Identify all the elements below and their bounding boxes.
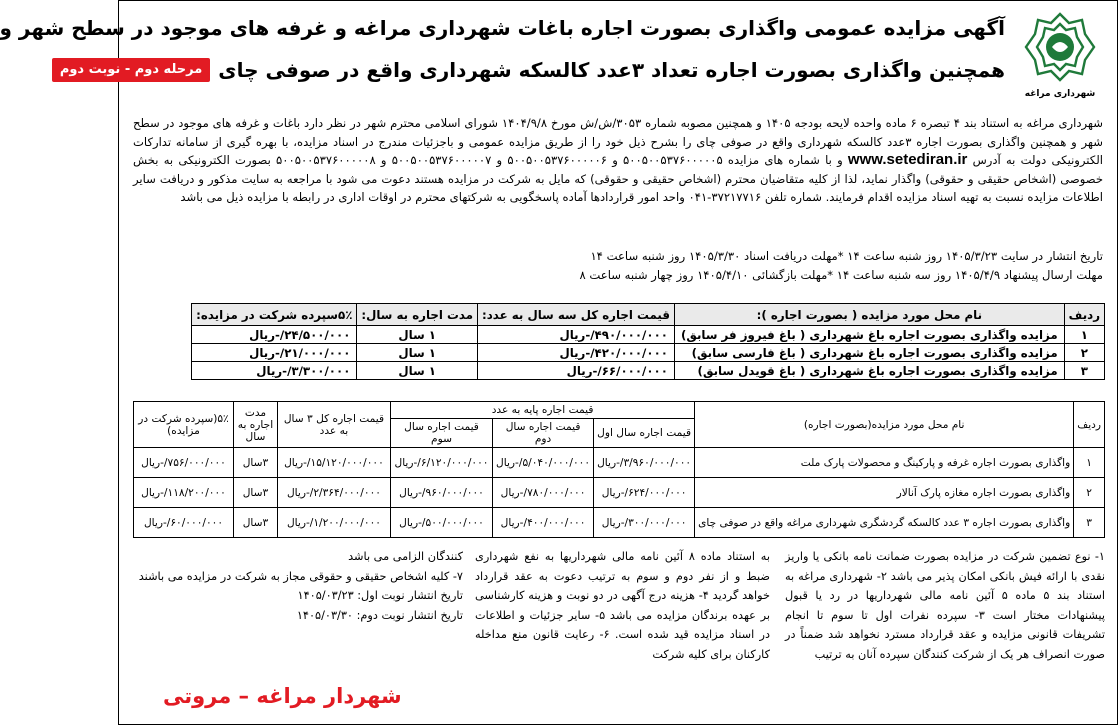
- intro-text-a: شهرداری مراغه به استناد بند ۴ تبصره ۶ ماده واحده لایحه بودجه ۱۴۰۵ و همچنین مصوبه شماره ۳۰۵۳/ش/ش مورخ ۱۴۰۴/۹/۸ شورای اسلامی محترم شهر در نظر دارد باغات و غرفه های موجود در سطح شهر و همچنین واگذاری بصورت اجاره ۳عدد کالسکه شهرداری واقع در صوفی چای را بشرح ذیل خود را از طریق مزایده عمومی و باجزئیات مندرج در اسناد مزایده، با بهره گیری از سامانه تدارکات الکترونیکی دولت به آدرس: [133, 116, 1103, 167]
- row-deposit: ۷۵۶/۰۰۰/۰۰۰/-ریال: [134, 448, 234, 478]
- row-price: ۴۲۰/۰۰۰/۰۰۰/-ریال: [478, 344, 675, 362]
- table-row: [134, 478, 1105, 508]
- table-row: [192, 326, 1105, 344]
- conditions-column-left: [133, 547, 463, 625]
- row-year-3: ۶/۱۲۰/۰۰۰/۰۰۰/-ریال: [391, 448, 493, 478]
- row-deposit: ۲۴/۵۰۰/۰۰۰/-ریال: [192, 326, 357, 344]
- row-year-2: ۷۸۰/۰۰۰/۰۰۰/-ریال: [493, 478, 594, 508]
- maragheh-municipality-logo-icon: [1024, 11, 1096, 83]
- row-year-1: ۳/۹۶۰/۰۰۰/۰۰۰/-ریال: [594, 448, 695, 478]
- publish-date-second: تاریخ انتشار نوبت دوم: ۱۴۰۵/۰۳/۳۰: [296, 608, 463, 622]
- table-row: [192, 344, 1105, 362]
- intro-text-b: و با شماره های مزایده ۵۰۰۵۰۰۵۳۷۶۰۰۰۰۰۵ و ۵۰۰۵۰۰۵۳۷۶۰۰۰۰۰۶ و ۵۰۰۵۰۰۵۳۷۶۰۰۰۰۰۷ و ۵۰۰۵۰۰۵۳۷۶۰۰۰۰۰۸ بصورت الکترونیکی به بخش خصوصی (اشخاص حقیقی و حقوقی) واگذار نماید، لذا از کلیه متقاضیان محترم (اشخاص حقیقی و حقوقی) که مایل به شرکت در مزایده هستند دعوت می شود با مراجعه به سایت مذکور و دریافت سایر اطلاعات مزایده نسبت به تهیه اسناد مزایده اقدام فرمایند. شماره تلفن ۳۷۲۱۷۷۱۶-۰۴۱ واحد امور قراردادها آماده پاسخگویی به شرکتهای محترم در اوقات اداری در رابطه با مزایده ذیل می باشد: [133, 153, 1103, 204]
- stage-badge: مرحله دوم - نوبت دوم: [52, 58, 210, 82]
- col-header-term: مدت اجاره به سال:: [357, 304, 478, 326]
- col-header-deposit: ۵٪(سپرده شرکت در مزایده): [134, 402, 234, 448]
- booths-auction-table: [133, 401, 1105, 538]
- row-name: مزایده واگذاری بصورت اجاره باغ شهرداری ( باغ فیروز فر سابق): [674, 326, 1064, 344]
- col-header-name: نام محل مورد مزایده ( بصورت اجاره ):: [674, 304, 1064, 326]
- row-year-2: ۵/۰۴۰/۰۰۰/۰۰۰/-ریال: [493, 448, 594, 478]
- ad-title-line-2: [59, 55, 1005, 85]
- row-year-3: ۹۶۰/۰۰۰/۰۰۰/-ریال: [391, 478, 493, 508]
- row-term: ۱ سال: [357, 326, 478, 344]
- row-total: ۲/۳۶۴/۰۰۰/۰۰۰/-ریال: [277, 478, 390, 508]
- row-deposit: ۳/۳۰۰/۰۰۰/-ریال: [192, 362, 357, 380]
- row-year-1: ۳۰۰/۰۰۰/۰۰۰/-ریال: [594, 508, 695, 538]
- ad-title-line-1: آگهی مزایده عمومی واگذاری بصورت اجاره باغات شهرداری مراغه و غرفه های موجود در سطح شهر و: [0, 16, 1005, 40]
- row-term: ۳سال: [234, 478, 278, 508]
- row-name: واگذاری بصورت اجاره ۳ عدد کالسکه گردشگری شهرداری مراغه واقع در صوفی چای: [695, 508, 1074, 538]
- row-price: ۶۶/۰۰۰/۰۰۰/-ریال: [478, 362, 675, 380]
- conditions-section: [133, 547, 1105, 719]
- col-header-year-2: قیمت اجاره سال دوم: [493, 419, 594, 448]
- header: [0, 5, 1109, 113]
- row-term: ۱ سال: [357, 362, 478, 380]
- row-number: ۲: [1074, 478, 1105, 508]
- col-header-total-price: قیمت اجاره کل ۳ سال به عدد: [277, 402, 390, 448]
- row-term: ۳سال: [234, 508, 278, 538]
- col-header-total-price: قیمت اجاره کل سه سال به عدد:: [478, 304, 675, 326]
- col-header-base-price: قیمت اجاره پایه به عدد: [391, 402, 695, 419]
- row-year-1: ۶۲۴/۰۰۰/۰۰۰/-ریال: [594, 478, 695, 508]
- ad-title-line-2-text: همچنین واگذاری بصورت اجاره تعداد ۳عدد کالسکه شهرداری واقع در صوفی چای: [218, 58, 1005, 82]
- col-header-name: نام محل مورد مزایده(بصورت اجاره): [695, 402, 1074, 448]
- mayor-signature: شهردار مراغه – مروتی: [163, 684, 402, 709]
- col-header-term: مدت اجاره به سال: [234, 402, 278, 448]
- table-row: [192, 362, 1105, 380]
- conditions-column-middle: به استناد ماده ۸ آئین نامه مالی شهرداریها به نفع شهرداری ضبط و از نفر دوم و سوم به ترتیب دعوت به عقد قرارداد خواهد گردید ۴- هزینه درج آگهی در دو نوبت و هزینه کارشناسی بر عهده برندگان مزایده می باشد ۵- سایر جزئیات و اطلاعات در اسناد مزایده قید شده است. ۶- رعایت قانون منع مداخله کارکنان برای کلیه شرکت: [475, 550, 771, 661]
- col-header-row-no: ردیف: [1074, 402, 1105, 448]
- schedule-dates: [133, 247, 1103, 284]
- row-deposit: ۶۰/۰۰۰/۰۰۰/-ریال: [134, 508, 234, 538]
- row-year-2: ۴۰۰/۰۰۰/۰۰۰/-ریال: [493, 508, 594, 538]
- row-term: ۳سال: [234, 448, 278, 478]
- row-deposit: ۲۱/۰۰۰/۰۰۰/-ریال: [192, 344, 357, 362]
- row-deposit: ۱۱۸/۲۰۰/۰۰۰/-ریال: [134, 478, 234, 508]
- row-price: ۴۹۰/۰۰۰/۰۰۰/-ریال: [478, 326, 675, 344]
- conditions-column-right: ۱- نوع تضمین شرکت در مزایده بصورت ضمانت نامه بانکی یا واریز نقدی با ارائه فیش بانکی امکان پذیر می باشد ۲- شهرداری مراغه به استناد بند ۵ ماده ۵ آئین نامه مالی شهرداریها در رد یا قبول پیشنهادات مختار است ۳- سپرده نفرات اول تا سوم تا انجام تشریفات قانونی مزایده و عقد قرارداد مسترد نخواهد شد ضمناً در صورت انصراف هر یک از شرکت کنندگان سپرده آنان به ترتیب: [785, 550, 1106, 661]
- intro-paragraph: [133, 114, 1103, 207]
- col-header-row-no: ردیف: [1064, 304, 1104, 326]
- row-name: مزایده واگذاری بصورت اجاره باغ شهرداری ( باغ قویدل سابق): [674, 362, 1064, 380]
- setediran-link[interactable]: www.setediran.ir: [847, 151, 968, 168]
- row-total: ۱۵/۱۲۰/۰۰۰/۰۰۰/-ریال: [277, 448, 390, 478]
- table-row: [134, 508, 1105, 538]
- row-number: ۳: [1074, 508, 1105, 538]
- schedule-line-1: تاریخ انتشار در سایت ۱۴۰۵/۳/۲۳ روز شنبه ساعت ۱۴ *مهلت دریافت اسناد ۱۴۰۵/۳/۳۰ روز شنبه ساعت ۱۴: [590, 249, 1103, 263]
- row-number: ۳: [1064, 362, 1104, 380]
- col-header-year-1: قیمت اجاره سال اول: [594, 419, 695, 448]
- row-year-3: ۵۰۰/۰۰۰/۰۰۰/-ریال: [391, 508, 493, 538]
- col-header-deposit: ۵٪سپرده شرکت در مزایده:: [192, 304, 357, 326]
- condition-7: ۷- کلیه اشخاص حقیقی و حقوقی مجاز به شرکت در مزایده می باشند: [138, 569, 463, 583]
- logo-caption: شهرداری مراغه: [1024, 89, 1096, 99]
- schedule-line-2: مهلت ارسال پیشنهاد ۱۴۰۵/۴/۹ روز سه شنبه ساعت ۱۴ *مهلت بازگشائی ۱۴۰۵/۴/۱۰ روز چهار شنبه ساعت ۸: [579, 267, 1103, 282]
- row-total: ۱/۲۰۰/۰۰۰/۰۰۰/-ریال: [277, 508, 390, 538]
- row-number: ۲: [1064, 344, 1104, 362]
- row-term: ۱ سال: [357, 344, 478, 362]
- condition-continuation: کنندگان الزامی می باشد: [348, 550, 463, 563]
- table-header-row: [134, 402, 1105, 419]
- municipality-logo: [1015, 11, 1105, 111]
- row-name: واگذاری بصورت اجاره غرفه و پارکینگ و محصولات پارک ملت: [695, 448, 1074, 478]
- table-row: [134, 448, 1105, 478]
- col-header-year-3: قیمت اجاره سال سوم: [391, 419, 493, 448]
- row-number: ۱: [1074, 448, 1105, 478]
- publish-date-first: تاریخ انتشار نوبت اول: ۱۴۰۵/۰۳/۲۳: [297, 589, 463, 603]
- row-name: واگذاری بصورت اجاره مغازه پارک آنالار: [695, 478, 1074, 508]
- table-header-row: [192, 304, 1105, 326]
- row-name: مزایده واگذاری بصورت اجاره باغ شهرداری ( باغ فارسی سابق): [674, 344, 1064, 362]
- row-number: ۱: [1064, 326, 1104, 344]
- gardens-auction-table: [191, 303, 1105, 380]
